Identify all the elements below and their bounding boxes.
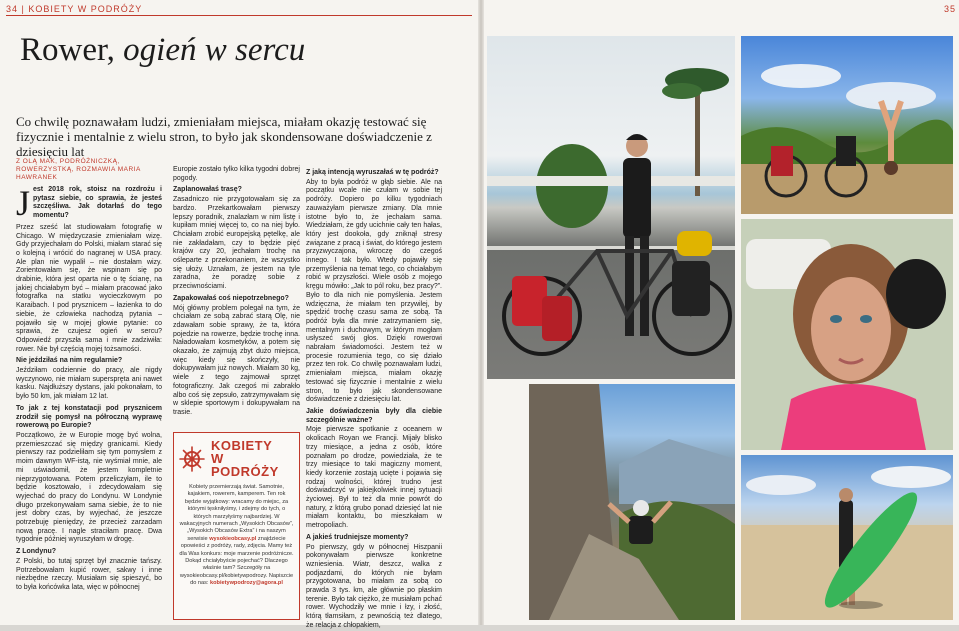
header-rule bbox=[6, 15, 472, 16]
beach-illustration bbox=[741, 455, 953, 620]
promo-email-link[interactable]: kobietywpodrozy@agora.pl bbox=[210, 580, 283, 587]
article-title-italic: ogień w sercu bbox=[123, 32, 306, 68]
question-6: Zapakowałaś coś niepotrzebnego? bbox=[173, 294, 289, 302]
promo-header bbox=[179, 439, 294, 478]
question-7: Z jaką intencją wyruszałaś w tę podróż? bbox=[306, 169, 439, 176]
answer-9: Po pierwszy, gdy w północnej Hiszpanii pokonywałam pierwsze konkretne wzniesienia. Wiatr, deszcz, walka z podjazdami, do których nie byłam przygotowana, bo miałam za sobą co prawda 3 tys. km, ale głównie po płaskim terenie. Było tak ciężko, że musiałam pchać rower. Wychodziły we mnie i łzy, i złość, którą tłamsiłam, z pewnością też dlatego, że relacja z chłopakiem, bbox=[306, 543, 442, 629]
question-2: Nie jeździłaś na nim regularnie? bbox=[16, 357, 123, 365]
photo-handstand-cornfield bbox=[741, 36, 953, 214]
question-3: To jak z tej konstatacji pod prysznicem zrodził się pomysł na półroczną wyprawę rowerową po Europie? bbox=[16, 404, 162, 430]
question-5: Zaplanowałaś trasę? bbox=[173, 186, 242, 194]
answer-3: Początkowo, że w Europie mogę być wolna, przemieszczać się między granicami. Kiedy pierwszy raz podzieliłam się tym pomysłem z moim dawnym WF-istą, nie wyśmiał mnie, ale mi uświadomił, że jestem kompletnie nieprzygotowana. Potem przeliczyłam, ile to będzie kosztowało, i zdecydowałam się wyjechać do pracy do Londynu. W Londynie długo przekonywałam sama siebie, że to nie jest dobry czas, by wyjechać, że jeszcze potrzebuję pieniędzy, że przecież zarzadam nową pracę. I nagle straciłam pracę. Dwa tygodnie później wyruszyłam w drogę. bbox=[16, 431, 162, 544]
text-column-3 bbox=[306, 166, 442, 629]
answer-8: Moje pierwsze spotkanie z oceanem w okolicach Royan we Francji. Mijały blisko trzy miesiące, a jedna z osób, które poznałam po drodze, powiedziała, że te trzy miesiące to taki magiczny moment, kiedy korzenie zostają ucięte i pojawia się rodzaj wolności, której trudno jest doświadczyć w jakiejkolwiek innej sytuacji życiowej. Był to też dla mnie powrót do natury, z którą grubo ponad dziesięć lat nie miałam kontaktu, bo mieszkałam w metropoliach. bbox=[306, 426, 442, 530]
article-lead: Co chwilę poznawałam ludzi, zmieniałam miejsca, miałam okazję testować się fizycznie i mentalnie z wielu stron, to było jak skondensowane doświadczenie z dziesięciu lat bbox=[16, 114, 432, 159]
promo-title: KOBIETY W PODRÓŻY bbox=[211, 438, 279, 479]
answer-1: Przez sześć lat studiowałam fotografię w Chicago. W międzyczasie zmieniałam wizę. Gdy przyjechałam do Polski, miałam starać się o kolejną i wrócić do nagranej w USA pracy. Ale plan nie wypalił – nie dostałam wizy. Zorientowałam się, że wspinam się po drabinie, która jest oparta nie o tę ścianę, na jakiej chciałabym być – miałam pracować jako fotografka na statku wycieczkowym po Karaibach. I pod prysznicem – łazienka to do siebie, że człowieka nachodzą pytania – pojawiło się w mojej głowie pytanie: co sprawia, że czujesz ogień w sercu? Odpowiedź przyszła sama i mnie zadziwiła: rower. Nie był częścią mojej tożsamości. bbox=[16, 223, 162, 353]
answer-6: Mój główny problem polegał na tym, że chciałam ze sobą zabrać starą Olę, nie zdawałam sobie sprawy, że ta, która pojedzie na rowerze, będzie trochę inna. Naładowałam kosmetyków, a potem się okazało, że zajmują zbyt dużo miejsca, więc kiedy się skończyły, nie dokupywałam już nowych. Miałam 30 kg, wiele z tego zajmował sprzęt fotograficzny. Jak czegoś mi zabrakło albo coś się zepsuło, zatrzymywałam się w sklepie sportowym i dokupywałam na trasie. bbox=[173, 304, 300, 416]
ship-wheel-icon bbox=[179, 446, 205, 472]
photo-beach-surfboard bbox=[741, 455, 953, 620]
promo-box bbox=[173, 432, 300, 620]
answer-2: Jeździłam codziennie do pracy, ale nigdy wyczynowo, nie miałam superspręta ani nawet kasku. Najdłuższy dystans, jaki pokonałam, to było 50 km, jak miałam 12 lat. bbox=[16, 367, 162, 401]
promo-text: Kobiety przemierzają świat. Samotnie, kajakiem, rowerem, kamperem. Ten rok będzie wyjątkowy: wracamy do miejsc, za którymi tęskniłyśmy, i zdejmy do tych, o których marzyłyśmy najbardziej. W wakacyjnych numerach „Wysokich Obcasów”, „Wysokich Obcasów Extra” i na naszym serwisie wysokieobcasy.pl znajdziecie opowieści z podróży, rady, zdjęcia. Mamy też dla Was konkurs: moje marzenie podróżnicze. Dokąd chciałybyście pojechać? Dlaczego właśnie tam? Szczegóły na wysokieobcasy.pl/kobietywpodrozy. Napiszcie do nas: kobietywpodrozy@agora.pl bbox=[179, 484, 294, 587]
page-number-right: 35 bbox=[944, 4, 957, 14]
bicycle-scene-illustration bbox=[487, 36, 735, 379]
answer-4-cont: Europie zostało tylko kilka tygodni dobrej pogody. bbox=[173, 166, 300, 182]
question-9: A jakieś trudniejsze momenty? bbox=[306, 533, 409, 541]
text-column-2 bbox=[173, 166, 300, 428]
promo-website-link[interactable]: wysokieobcasy.pl bbox=[209, 535, 257, 542]
article-title: Rower, ogień w sercu bbox=[20, 32, 306, 68]
answer-4: Z Polski, bo tutaj sprzęt był znacznie tańszy. Potrzebowałam kupić rower, sakwy i inne niezbędne rzeczy. Musiałam się spieszyć, bo to była końcówka lata, więc w północnej bbox=[16, 557, 162, 591]
page-gutter bbox=[478, 0, 484, 625]
answer-5: Zasadniczo nie przygotowałam się za bardzo. Przekartkowałam pierwszy lepszy poradnik, znalazłam w nim listę i kupiłam mniej więcej to, co na niej było. Chciałam zrobić europejską pętelkę, ale nie zakładałam, czy to będzie pięć krajów czy 20, jechałam trochę na ośleparte z przekonaniem, że wszystko się ułoży. Uznałam, że jestem na tyle zaradna, że poradzę sobie z przeciwnościami. bbox=[173, 196, 300, 291]
byline: Z OLĄ MAK, PODRÓŻNICZKĄ, ROWERZYSTKĄ, ROZMAWIA MARIA HAWRANEK bbox=[16, 158, 141, 181]
page-header-left: 34 | KOBIETY W PODRÓŻY bbox=[6, 4, 143, 14]
drop-cap: J bbox=[16, 183, 31, 223]
text-column-1 bbox=[16, 183, 162, 618]
question-4: Z Londynu? bbox=[16, 548, 57, 556]
answer-7: Aby to była podróż w głąb siebie. Ale na początku wcale nie czułam w sobie tej podróży. Dopiero po kilku tygodniach zauważyłam pierwsze zmiany. Dla mnie istotne było to, że jechałam sama. Wiedziałam, że gdy ucichnie cały ten hałas, który jest dookoła, gdy zniknął stresy związane z pracą i świat, do którego jestem przyzwyczajona, wkroczę do czegoś innego. I tak było. Wtedy pojawiły się przemyślenia na temat tego, co chciałabym robić w przyszłości. Wiele osób z mojego kręgu mówiło: „Jak to pól roku, bez pracy?”. Było to dla nich nie pomyślenia. Jestem wdzięczna, że miałam ten przywilej, by spędzić trochę czasu sama ze sobą. Ta podróż była dla mnie zatrzymaniem się, mentalnym i duchowym, w którym mogłam usłyszeć swój głos. Dzięki rowerowi nabrałam świadomości. Jestem też w procesie rozumienia tego, co się działo przez ten rok. Co chwilę poznawałam ludzi, zmieniałam miejsca, miałam okazję testować się fizycznie i mentalnie z wielu stron, to było jak skondensowane doświadczenie z dziesięciu lat. bbox=[306, 178, 442, 404]
question-8: Jakie doświadczenia były dla ciebie szczególnie ważne? bbox=[306, 407, 442, 424]
intro-question: est 2018 rok, stoisz na rozdrożu i pytasz siebie, co sprawia, że jesteś szczęśliwa. Jak dotarłaś do tego momentu? bbox=[33, 186, 162, 220]
cornfield-illustration bbox=[741, 36, 953, 214]
climbing-illustration bbox=[529, 384, 735, 620]
photo-selfie-with-dog bbox=[741, 219, 953, 450]
page-number-left: 34 bbox=[6, 4, 19, 14]
photo-woman-with-bicycle bbox=[487, 36, 735, 379]
selfie-illustration bbox=[741, 219, 953, 450]
photo-climbing bbox=[529, 384, 735, 620]
section-name: KOBIETY W PODRÓŻY bbox=[28, 4, 143, 14]
